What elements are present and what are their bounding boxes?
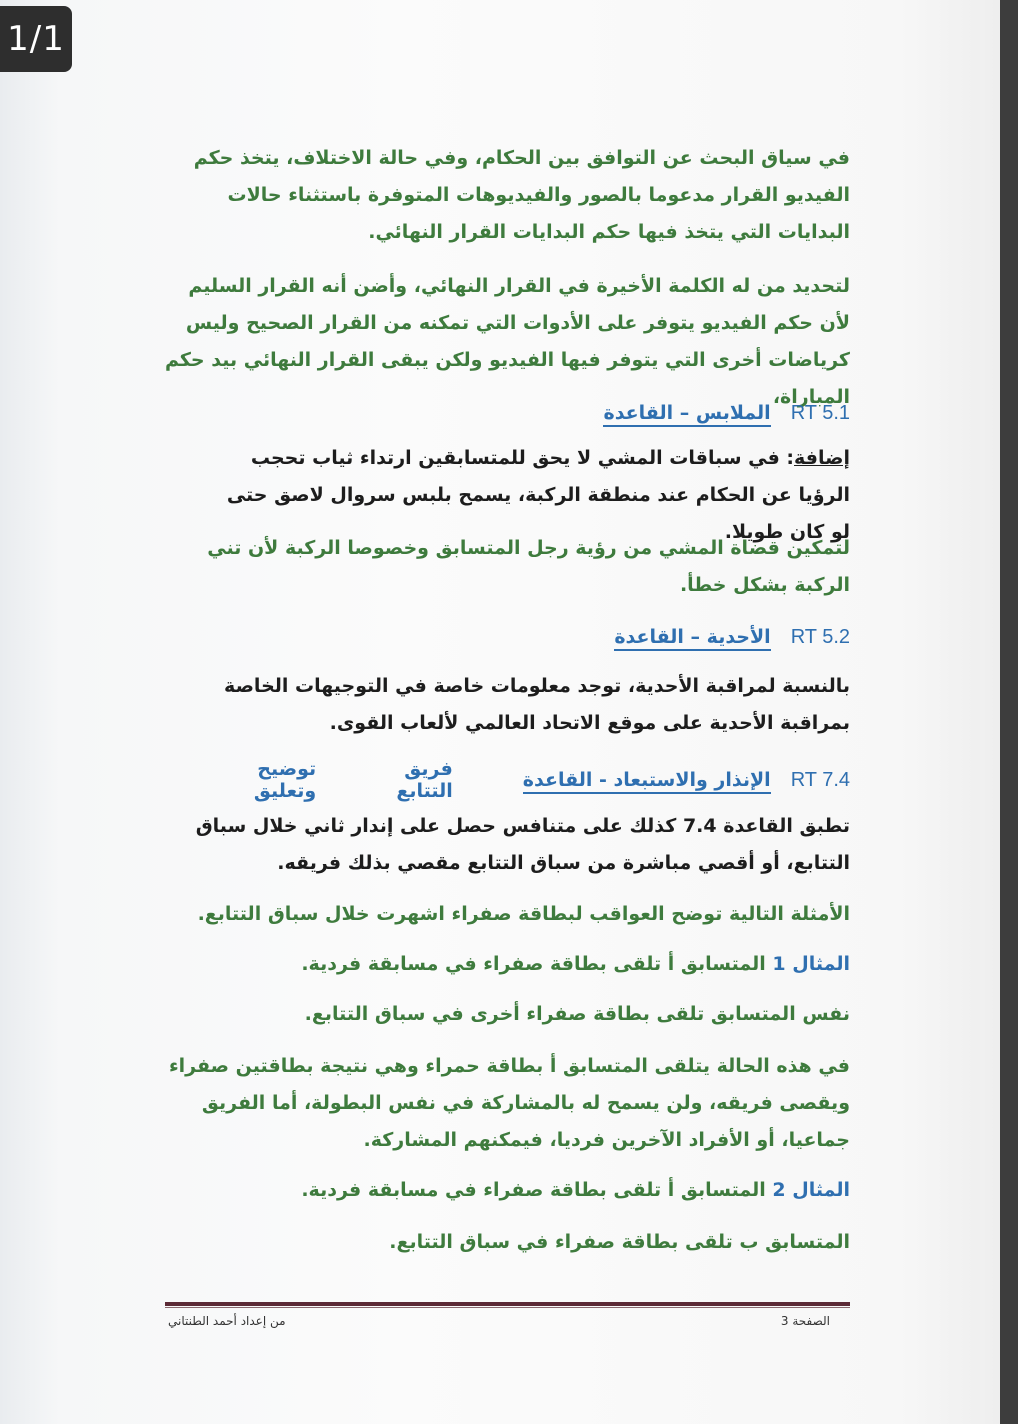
paragraph-shoes: بالنسبة لمراقبة الأحدية، توجد معلومات خاصة في التوجيهات الخاصة بمراقبة الأحدية على موقع الاتحاد العالمي لألعاب القوى. xyxy=(224,675,850,734)
footer-rule-thin xyxy=(165,1307,850,1308)
example-2-label: المثال 2 xyxy=(772,1179,850,1201)
rule-code: RT 7.4 xyxy=(790,769,850,791)
rule-code: RT 5.1 xyxy=(790,402,850,424)
rule-heading-rt-7-4-row xyxy=(210,758,850,802)
footer-rule xyxy=(165,1302,850,1306)
rule-heading-rt-5-2 xyxy=(614,620,850,654)
heading-subtopics xyxy=(210,758,453,802)
rule-title: الإنذار والاستبعاد - القاعدة xyxy=(523,769,771,794)
example-1-text: المتسابق أ تلقى بطاقة صفراء في مسابقة فردية. xyxy=(301,953,773,975)
paragraph-final-decision: لتحديد من له الكلمة الأخيرة في القرار النهائي، وأضن أنه القرار السليم لأن حكم الفيديو يتوفر على الأدوات التي تمكنه من القرار الصحيح وليس كرياضات أخرى التي يتوفر فيها الفيديو ولكن يبقى القرار النهائي بيد حكم المباراة، xyxy=(164,275,850,408)
rule-title: الأحدية – القاعدة xyxy=(614,626,770,651)
paragraph-clothing-reason: لتمكين قضاة المشي من رؤية رجل المتسابق وخصوصا الركبة لأن تني الركبة بشكل خطأ. xyxy=(207,537,850,596)
addition-label: إضافة xyxy=(794,447,850,469)
paragraph-rule-7-4: تطبق القاعدة 7.4 كذلك على متنافس حصل على إندار ثاني خلال سباق التتابع، أو أقصي مباشرة من سباق التتابع مقصي بذلك فريقه. xyxy=(195,815,850,874)
paragraph-example-1-detail: نفس المتسابق تلقى بطاقة صفراء أخرى في سباق التتابع. xyxy=(304,1003,850,1025)
page-indicator: 1/1 xyxy=(0,6,72,72)
rule-heading-rt-7-4 xyxy=(523,763,850,797)
paragraph-example-1-outcome: في هذه الحالة يتلقى المتسابق أ بطاقة حمراء وهي نتيجة بطاقتين صفراء ويقصى فريقه، ولن يسمح له بالمشاركة في نفس البطولة، أما الفريق جماعيا، أو الأفراد الآخرين فرديا، فيمكنهم المشاركة. xyxy=(168,1055,850,1151)
footer-author: من إعداد أحمد الطنتاني xyxy=(168,1314,286,1328)
paragraph-example-2-detail: المتسابق ب تلقى بطاقة صفراء في سباق التتابع. xyxy=(389,1231,850,1253)
example-2-text: المتسابق أ تلقى بطاقة صفراء في مسابقة فردية. xyxy=(301,1179,773,1201)
subtopic-relay-team: فريق التتابع xyxy=(396,758,453,802)
rule-title: الملابس – القاعدة xyxy=(603,402,770,427)
footer-page-number: الصفحة 3 xyxy=(780,1314,830,1328)
paragraph-example-2 xyxy=(160,1172,850,1209)
subtopic-clarification: توضيح وتعليق xyxy=(253,758,317,802)
paragraph-video-referee: في سياق البحث عن التوافق بين الحكام، وفي حالة الاختلاف، يتخذ حكم الفيديو القرار مدعوما بالصور والفيديوهات المتوفرة باستثناء حالات البدايات التي يتخذ فيها حكم البدايات القرار النهائي. xyxy=(193,147,850,243)
example-1-label: المثال 1 xyxy=(772,953,850,975)
rule-heading-rt-5-1 xyxy=(603,396,850,430)
rule-code: RT 5.2 xyxy=(790,626,850,648)
addition-text: : في سباقات المشي لا يحق للمتسابقين ارتداء ثياب تحجب الرؤيا عن الحكام عند منطقة الركبة، يسمح بلبس سروال لاصق حتى لو كان طويلا. xyxy=(226,447,850,543)
paragraph-example-1 xyxy=(160,946,850,983)
paragraph-examples-intro: الأمثلة التالية توضح العواقب لبطاقة صفراء اشهرت خلال سباق التتابع. xyxy=(197,903,850,925)
